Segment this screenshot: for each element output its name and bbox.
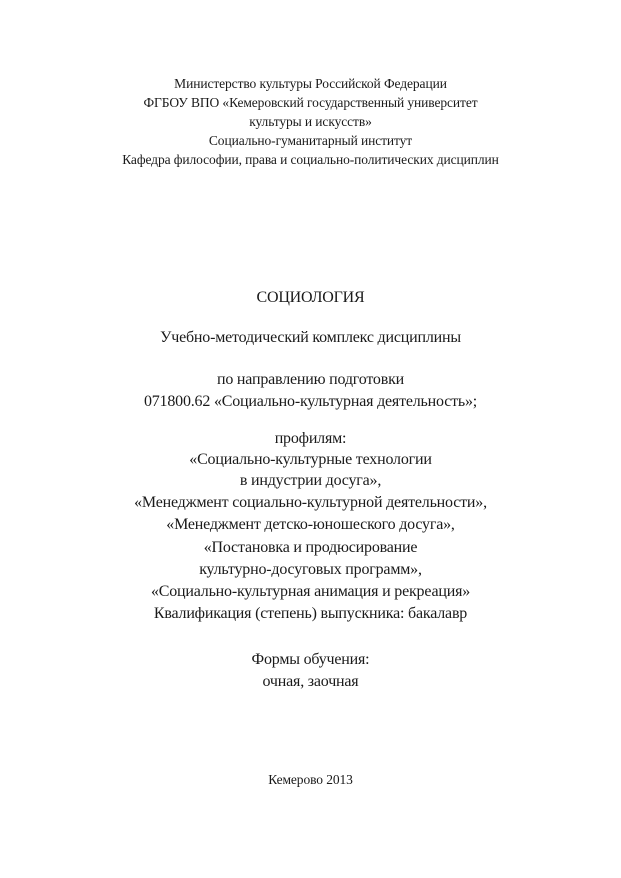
profile-line-5: «Постановка и продюсирование — [203, 539, 418, 556]
institute-line: Социально-гуманитарный институт — [208, 133, 413, 148]
subject-title: СОЦИОЛОГИЯ — [256, 289, 365, 306]
ministry-line: Министерство культуры Российской Федерации — [174, 76, 447, 91]
profile-line-4: «Менеджмент детско-юношеского досуга», — [166, 516, 455, 533]
profile-line-2: в индустрии досуга», — [239, 472, 382, 489]
profiles-label: профилям: — [274, 430, 347, 447]
complex-subtitle: Учебно-методический комплекс дисциплины — [160, 329, 461, 346]
department-line: Кафедра философии, права и социально-политических дисциплин — [122, 152, 499, 167]
study-forms-value: очная, заочная — [262, 673, 359, 690]
direction-code: 071800.62 «Социально-культурная деятельность»; — [143, 393, 478, 410]
profile-line-3: «Менеджмент социально-культурной деятельности», — [134, 494, 487, 511]
direction-label: по направлению подготовки — [216, 371, 405, 388]
university-line-2: культуры и искусств» — [249, 114, 372, 129]
profile-line-6: культурно-досуговых программ», — [199, 561, 422, 578]
qualification-line: Квалификация (степень) выпускника: бакалавр — [153, 605, 468, 622]
profile-line-7: «Социально-культурная анимация и рекреация» — [150, 583, 471, 600]
city-year: Кемерово 2013 — [268, 772, 353, 787]
profile-line-1: «Социально-культурные технологии — [189, 451, 432, 468]
university-line-1: ФГБОУ ВПО «Кемеровский государственный университет — [143, 95, 478, 110]
study-forms-label: Формы обучения: — [251, 651, 370, 668]
